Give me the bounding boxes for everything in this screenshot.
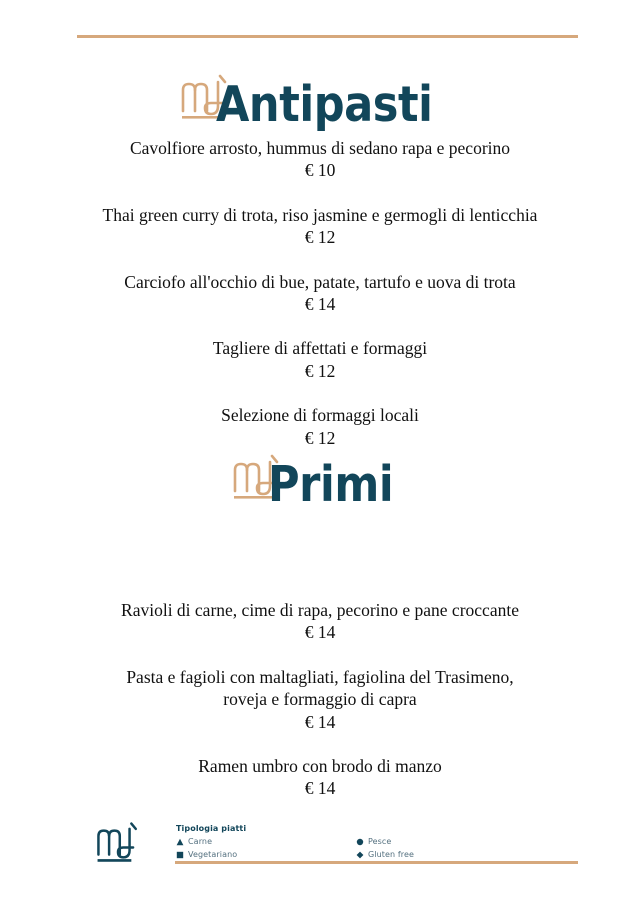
legend-item-label: Pesce xyxy=(368,837,392,846)
mg-monogram-icon xyxy=(94,820,142,868)
menu-item xyxy=(60,599,580,644)
legend-title: Tipologia piatti xyxy=(176,824,247,833)
top-divider xyxy=(77,35,578,38)
menu-item-name: Carciofo all'occhio di bue, patate, tartufo e uova di trota xyxy=(124,271,516,292)
diamond-marker-icon xyxy=(356,851,368,859)
legend-item xyxy=(176,836,237,847)
menu-item-price: € 14 xyxy=(304,622,336,643)
menu-item-name: Tagliere di affettati e formaggi xyxy=(212,338,428,359)
menu-item xyxy=(60,755,580,800)
menu-item xyxy=(60,137,580,182)
menu-item-name: Ravioli di carne, cime di rapa, pecorino e pane croccante xyxy=(121,600,519,620)
menu-item-name: Ramen umbro con brodo di manzo xyxy=(198,755,442,776)
menu-item xyxy=(60,271,580,316)
menu-item xyxy=(60,204,580,249)
legend-column-left xyxy=(176,836,237,862)
section-heading-antipasti xyxy=(0,55,640,133)
legend-item xyxy=(356,836,414,847)
menu-item-price: € 14 xyxy=(304,711,336,732)
menu-item-price: € 12 xyxy=(304,360,336,381)
section-antipasti xyxy=(0,55,640,449)
square-marker-icon xyxy=(176,851,188,859)
legend-item xyxy=(176,849,237,860)
page-footer xyxy=(0,818,640,878)
circle-marker-icon xyxy=(356,838,368,846)
bottom-divider xyxy=(175,861,578,864)
menu-item-price: € 10 xyxy=(304,160,336,181)
menu-item-price: € 12 xyxy=(304,427,336,448)
section-primi xyxy=(0,435,640,800)
menu-item-price: € 14 xyxy=(304,778,336,799)
menu-item-name-line2: roveja e formaggio di capra xyxy=(223,689,417,710)
legend-item-label: Gluten free xyxy=(368,850,415,859)
menu-item-name: Cavolfiore arrosto, hummus di sedano rapa e pecorino xyxy=(129,138,511,158)
menu-item xyxy=(60,666,580,733)
section-heading-primi xyxy=(0,435,640,513)
menu-item xyxy=(60,337,580,382)
legend xyxy=(176,824,596,860)
legend-item-label: Vegetariano xyxy=(188,850,238,859)
menu-item-name: Pasta e fagioli con maltagliati, fagiolina del Trasimeno, xyxy=(126,666,514,687)
menu-item-name: Selezione di formaggi locali xyxy=(221,405,419,426)
section-title-primi: Primi xyxy=(267,455,394,513)
legend-column-right xyxy=(356,836,414,862)
menu-item-price: € 14 xyxy=(304,293,336,314)
legend-item xyxy=(356,849,414,860)
triangle-marker-icon xyxy=(176,838,188,846)
menu-item-price: € 12 xyxy=(304,227,336,248)
legend-item-label: Carne xyxy=(188,837,213,846)
menu-item-name: Thai green curry di trota, riso jasmine e germogli di lenticchia xyxy=(102,204,538,225)
section-title-antipasti: Antipasti xyxy=(215,75,433,133)
